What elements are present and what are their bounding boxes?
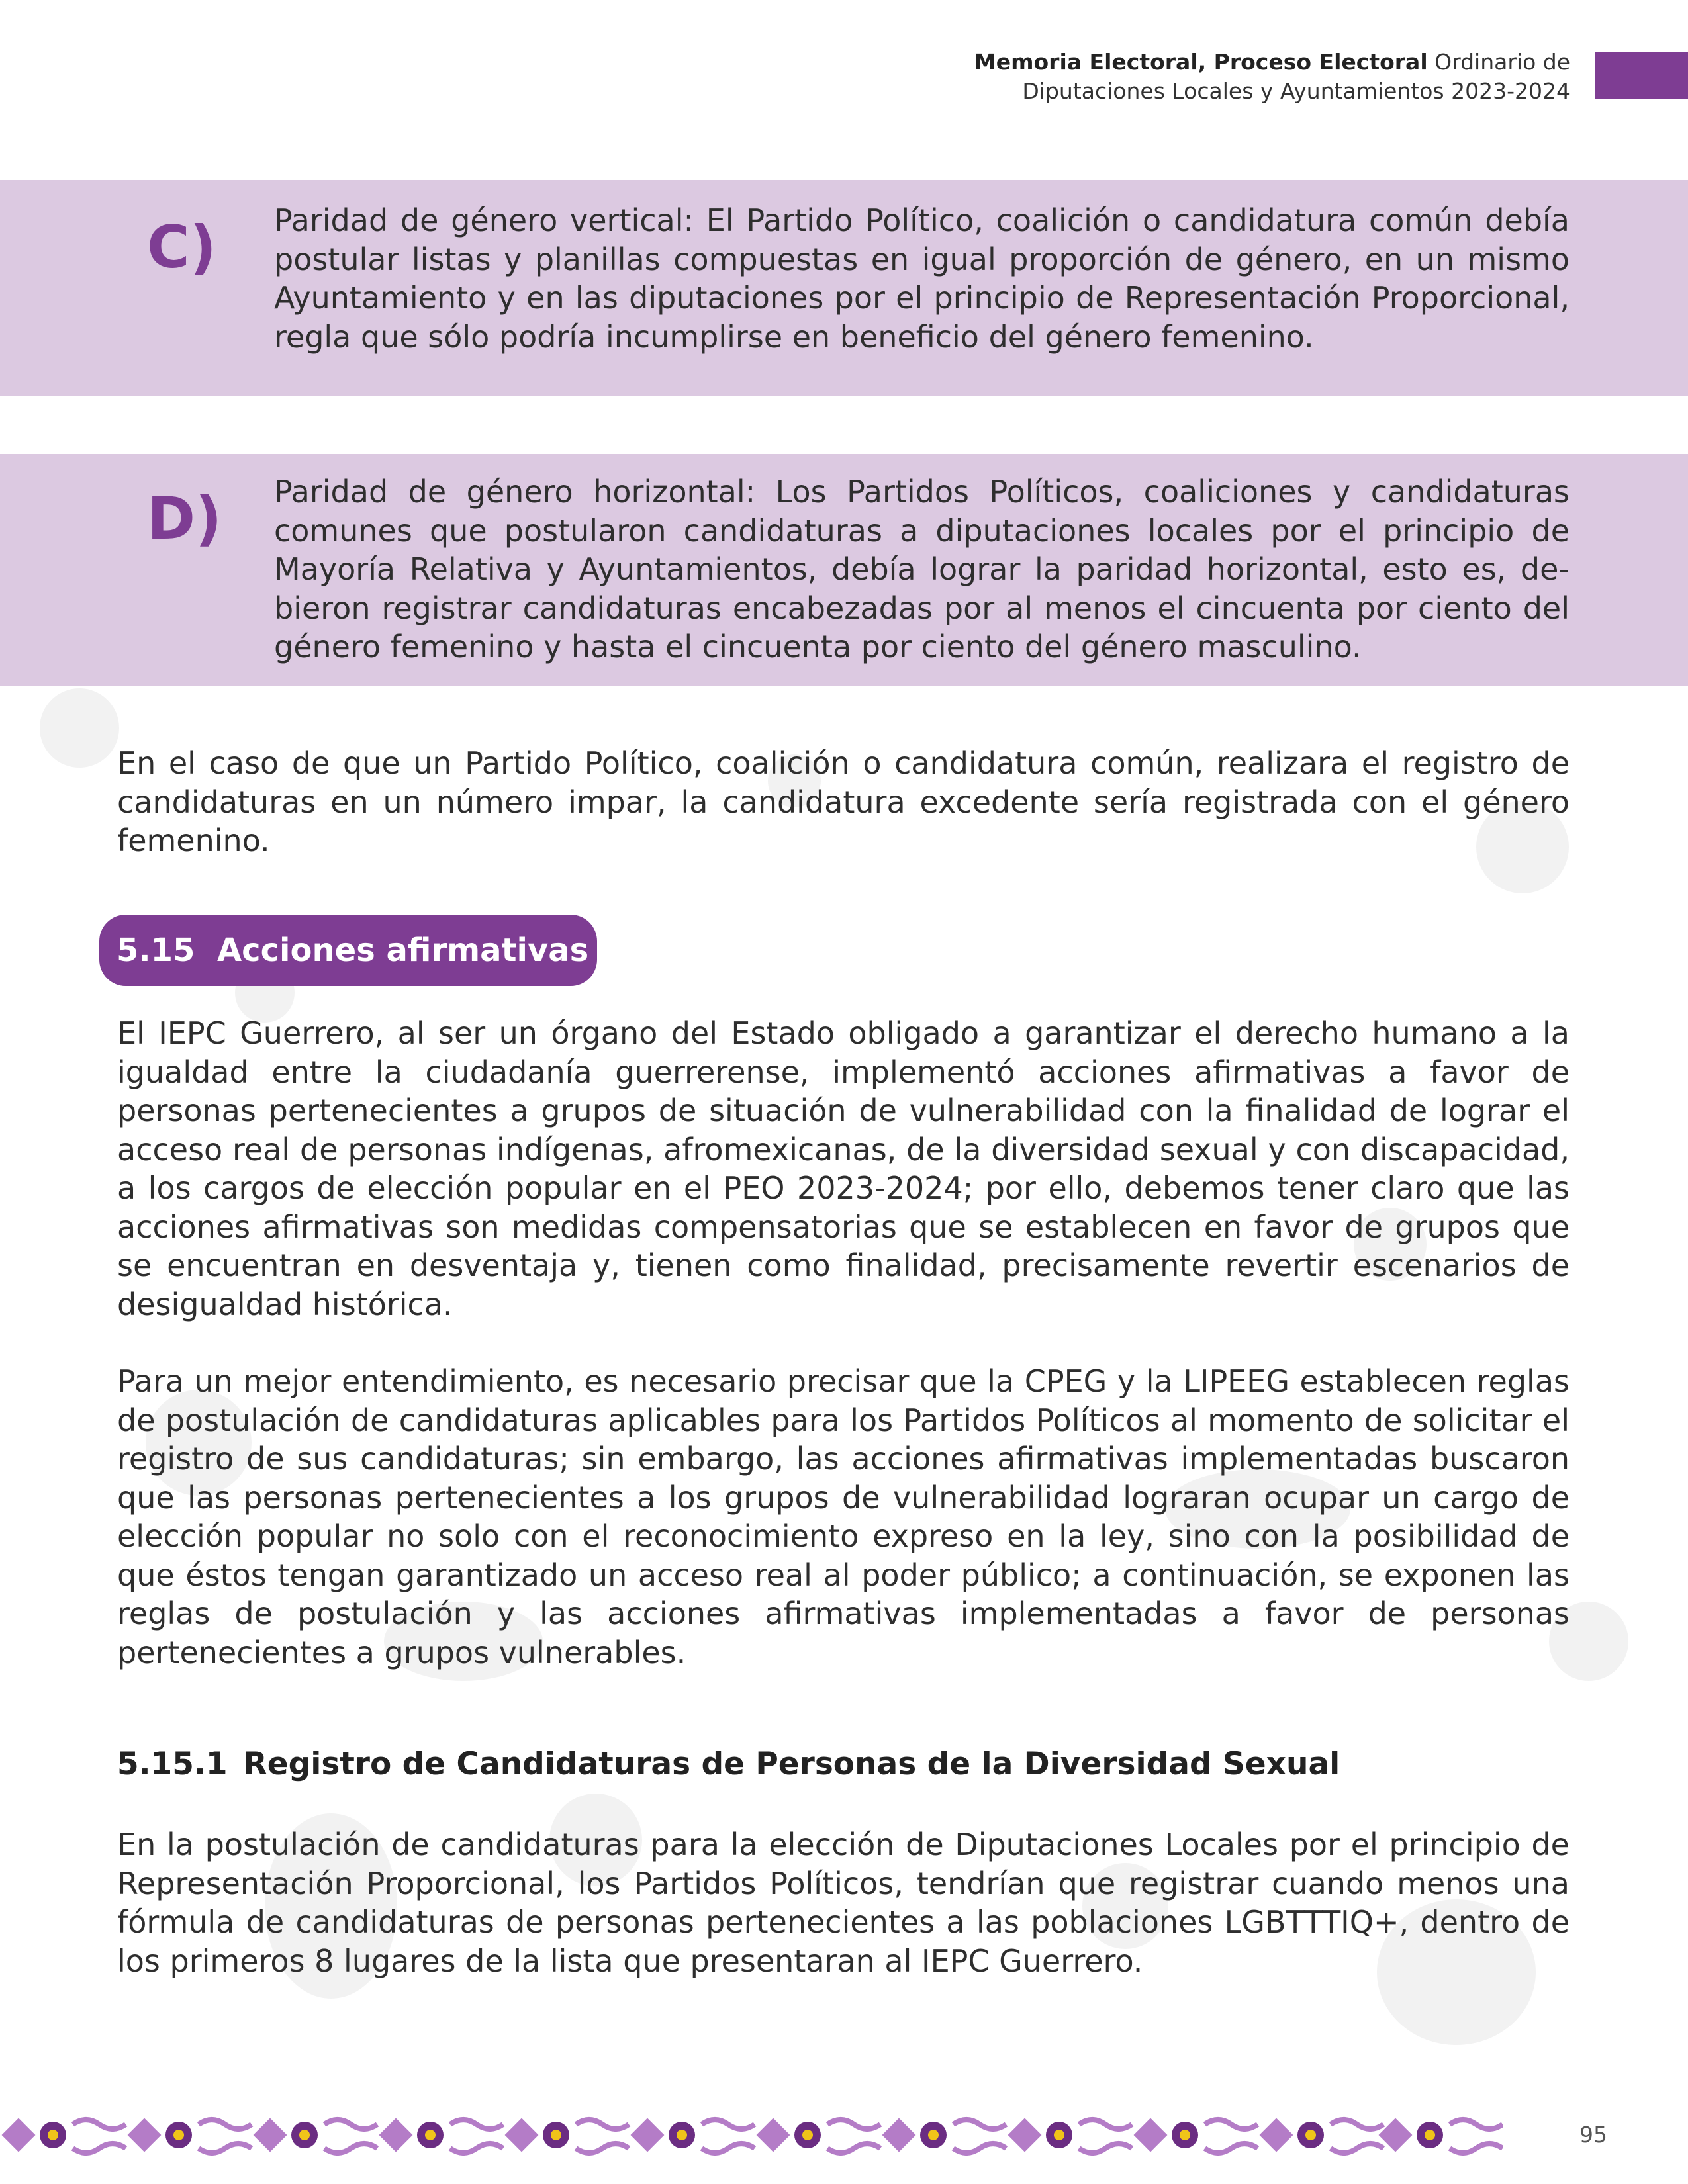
section-heading	[99, 915, 597, 986]
paragraph-affirmative-actions: El IEPC Guerrero, al ser un órgano del Estado obligado a garantizar el derecho humano a la igualdad entre la ciudadanía guerrerense, implementó acciones afirmativas a favor de personas pertenecientes a grupos de situación de vulnerabilidad con la finalidad de lograr el acceso real de personas indígenas, afromexicanas, de la diversidad sexual y con discapacidad, a los cargos de elección popular en el PEO 2023-2024; por ello, debemos tener claro que las acciones afirmativas son medidas compensatorias que se establecen en favor de grupos que se encuentran en desventaja y, tienen como finalidad, precisamente revertir escenarios de desigualdad histórica.	[117, 1015, 1570, 1322]
section-number: 5.15	[117, 932, 195, 969]
item-d-text: Paridad de género horizontal: Los Partidos Políticos, coaliciones y candidaturas comunes que postularon candidaturas a diputaciones locales por el principio de Mayoría Relativa y Ayuntamientos, debía lograr la paridad horizontal, esto es, debieron registrar candidaturas encabezadas por al menos el cincuenta por ciento del género femenino y hasta el cincuenta por ciento del género masculino.	[274, 474, 1570, 664]
header-subtitle: Diputaciones Locales y Ayuntamientos 2023-2024	[1022, 78, 1570, 104]
paragraph-lgbt-registration: En la postulación de candidaturas para la elección de Diputaciones Locales por el principio de Representación Proporcional, los Partidos Políticos, tendrían que registrar cuando menos una fórmula de candidaturas de personas pertenecientes a las poblaciones LGBTTTIQ+, dentro de los primeros 8 lugares de la lista que presentaran al IEPC Guerrero.	[117, 1827, 1570, 1979]
paragraph-odd-number: En el caso de que un Partido Político, coalición o candidatura común, realizara el registro de candidaturas en un número impar, la candidatura excedente sería registrada con el género femenino.	[117, 745, 1570, 858]
header-title-rest: Ordinario de	[1427, 49, 1570, 75]
subsection-heading	[117, 1745, 1340, 1784]
header-title-bold: Memoria Electoral, Proceso Electoral	[974, 49, 1428, 75]
subsection-title: Registro de Candidaturas de Personas de la Diversidad Sexual	[243, 1746, 1340, 1782]
page-number: 95	[1579, 2122, 1607, 2148]
item-c-letter: C)	[147, 213, 216, 281]
embroidery-border	[0, 2111, 1503, 2171]
section-title: Acciones afirmativas	[217, 932, 589, 969]
subsection-number: 5.15.1	[117, 1746, 228, 1782]
header-color-tab	[1595, 52, 1688, 99]
page-header	[974, 48, 1570, 106]
paragraph-understanding: Para un mejor entendimiento, es necesario precisar que la CPEG y la LIPEEG establecen reglas de postulación de candidaturas aplicables para los Partidos Políticos al momento de solicitar el registro de sus candidaturas; sin embargo, las acciones afirmativas implementadas buscaron que las personas pertenecientes a los grupos de vulnerabilidad lograran ocupar un cargo de elección popular no solo con el reconocimiento expreso en la ley, sino con la posibilidad de que éstos tengan garantizado un acceso real al poder público; a continuación, se exponen las reglas de postulación y las acciones afirmativas implementadas a favor de personas pertenecientes a grupos vulnerables.	[117, 1363, 1570, 1670]
item-d-letter: D)	[147, 484, 222, 553]
item-c-text: Paridad de género vertical: El Partido Político, coalición o candidatura común debía postular listas y planillas compuestas en igual proporción de género, en un mismo Ayuntamiento y en las diputaciones por el principio de Representación Proporcional, regla que sólo podría incumplirse en beneficio del género femenino.	[274, 203, 1570, 355]
